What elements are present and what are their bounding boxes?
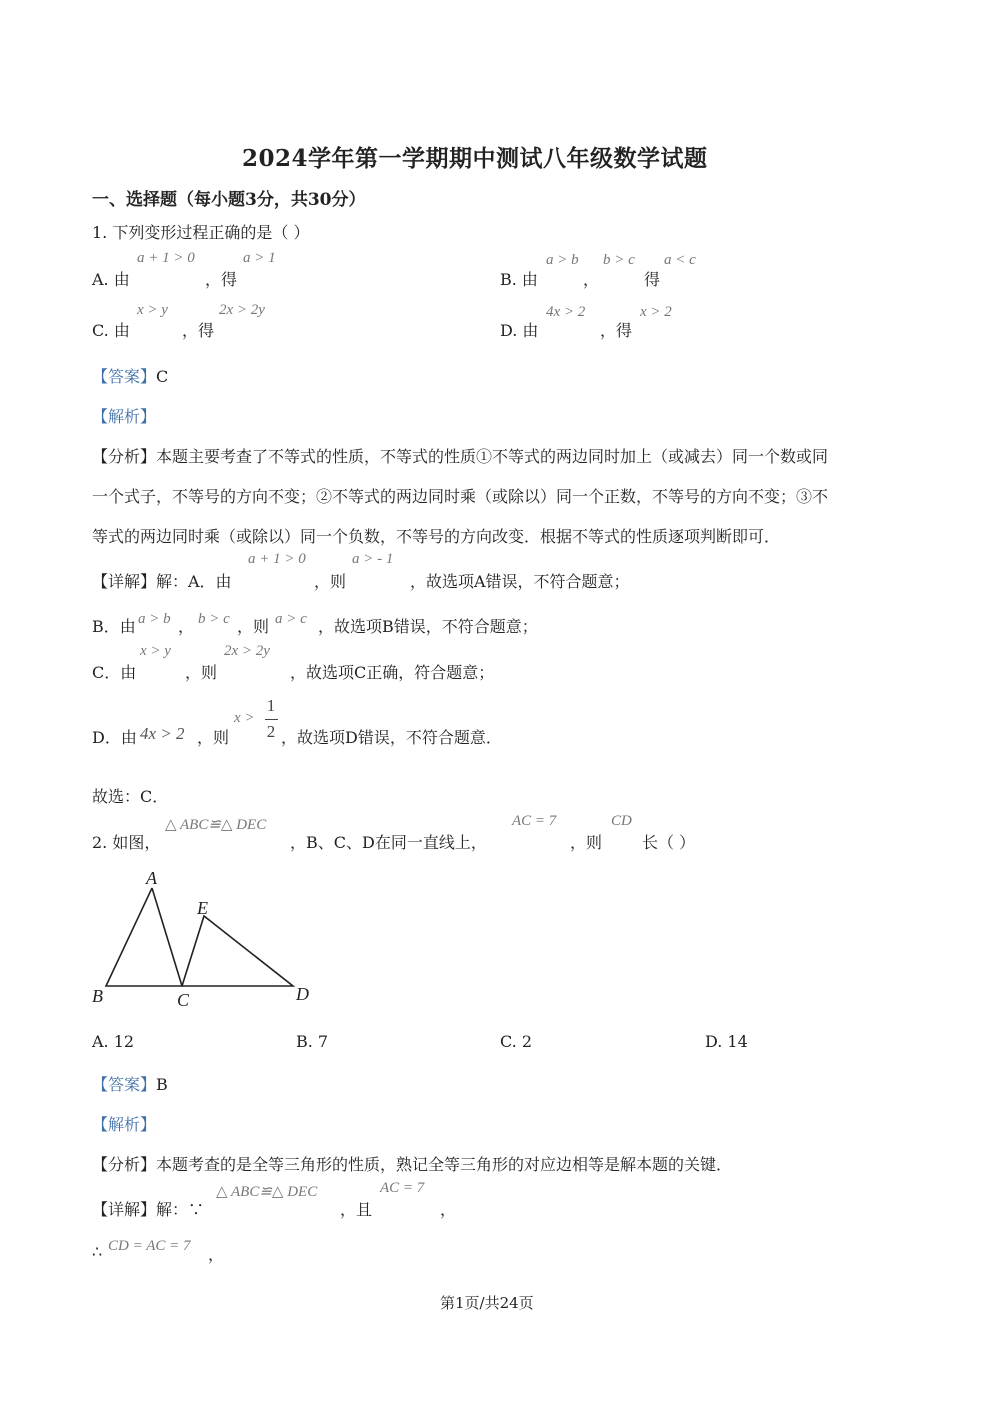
section-heading: 一、选择题（每小题3分，共30分） [92,190,366,210]
option-c-math1: x > y [137,302,168,318]
q1-conclusion: 故选：C． [92,787,169,806]
therefore-math: CD = AC = 7 [108,1238,191,1254]
q2-option-a: A. 12 [92,1032,135,1051]
option-d-math2: x > 2 [640,304,672,320]
detail-b-p4: ，故选项B错误，不符合题意； [318,617,538,636]
q2-detail-p1: 【详解】解：∵ [92,1200,205,1219]
detail-a-p2: ，则 [314,572,347,591]
option-d-sep: ，得 [600,321,633,340]
q2-p4: 长（ ） [642,833,696,852]
option-b-math2: b > c [603,252,635,268]
page-footer: 第1页/共24页 [440,1294,534,1312]
q2-detail-p2: ，且 [340,1200,373,1219]
answer-tag: 【答案】 [92,1075,157,1094]
label-b: B [92,986,103,1006]
detail-b-p3: ，则 [237,617,270,636]
detail-d-math2: x > [234,710,255,726]
detail-c-p3: ，故选项C正确，符合题意； [290,663,495,682]
q2-option-b: B. 7 [296,1032,329,1051]
q2-answer [92,1072,168,1095]
option-d-label: D. 由 [500,321,539,340]
detail-d-math1: 4x > 2 [140,724,185,743]
option-a-sep: ，得 [205,270,238,289]
q2-analysis: 【分析】本题考查的是全等三角形的性质，熟记全等三角形的对应边相等是解本题的关键． [92,1155,733,1174]
answer-tag: 【答案】 [92,367,157,386]
q1-stem: 1. 下列变形过程正确的是（ ） [92,223,310,242]
label-a: A [146,868,157,888]
fraction-denominator: 2 [266,722,276,741]
q1-analysis-line-2: 一个式子，不等号的方向不变；②不等式的两边同时乘（或除以）同一个正数，不等号的方向不变；③不 [92,487,829,506]
label-c: C [177,990,190,1010]
q2-option-c: C. 2 [500,1032,533,1051]
therefore-p: ， [208,1245,225,1264]
detail-b-math3: a > c [275,611,307,627]
q2-math1: △ ABC≌△ DEC [165,817,267,833]
option-c-label: C. 由 [92,321,130,340]
q2-detail-math1: △ ABC≌△ DEC [216,1184,318,1200]
q2-p1: 2. 如图， [92,833,161,852]
q1-analysis-line-3: 等式的两边同时乘（或除以）同一个负数，不等号的方向改变．根据不等式的性质逐项判断即可． [92,527,781,546]
q2-p3: ，则 [570,833,603,852]
detail-b-math1: a > b [138,611,171,627]
option-a-math2: a > 1 [243,250,276,266]
q1-analysis-line-1: 【分析】本题主要考查了不等式的性质，不等式的性质①不等式的两边同时加上（或减去）同一个数或同 [92,447,829,466]
triangle-dec [182,916,293,986]
detail-a-p1: 【详解】解：A．由 [92,572,232,591]
option-a-math1: a + 1 > 0 [137,250,195,266]
answer-value: B [156,1075,168,1094]
q2-jiexi: 【解析】 [92,1115,157,1134]
detail-d-p2: ，则 [197,728,230,747]
detail-a-math2: a > - 1 [352,551,394,567]
detail-c-math2: 2x > 2y [224,643,270,659]
option-d-math1: 4x > 2 [546,304,586,320]
label-e: E [197,898,208,918]
detail-c-p2: ，则 [185,663,218,682]
answer-value: C [156,367,169,386]
option-c-sep: ，得 [182,321,215,340]
detail-d-p1: D．由 [92,728,137,747]
option-b-math1: a > b [546,252,579,268]
q1-jiexi: 【解析】 [92,407,157,426]
option-b-sep2: 得 [644,270,661,289]
therefore-symbol: ∴ [92,1242,103,1261]
detail-c-math1: x > y [140,643,171,659]
option-a-label: A. 由 [92,270,130,289]
detail-d-p3: ，故选项D错误，不符合题意． [281,728,502,747]
q2-math3: CD [611,813,632,829]
detail-b-p1: B．由 [92,617,136,636]
detail-a-math1: a + 1 > 0 [248,551,306,567]
q1-answer [92,364,168,387]
option-b-math3: a < c [664,252,696,268]
q2-math2: AC = 7 [512,813,557,829]
fraction-numerator: 1 [266,696,276,715]
detail-b-math2: b > c [198,611,230,627]
option-b-sep1: ， [583,270,600,289]
detail-a-p3: ，故选项A错误，不符合题意； [410,572,630,591]
page-title: 2024学年第一学期期中测试八年级数学试题 [242,145,708,172]
label-d: D [296,984,309,1004]
triangle-figure [80,860,340,1020]
detail-c-p1: C．由 [92,663,137,682]
option-c-math2: 2x > 2y [219,302,265,318]
option-b-label: B. 由 [500,270,538,289]
detail-b-p2: ， [178,617,195,636]
q2-detail-p3: ， [440,1200,457,1219]
fraction-bar [265,719,278,720]
q2-detail-math2: AC = 7 [380,1180,425,1196]
triangle-abc [106,888,182,986]
q2-p2: ，B、C、D在同一直线上， [290,833,487,852]
q2-option-d: D. 14 [705,1032,748,1051]
